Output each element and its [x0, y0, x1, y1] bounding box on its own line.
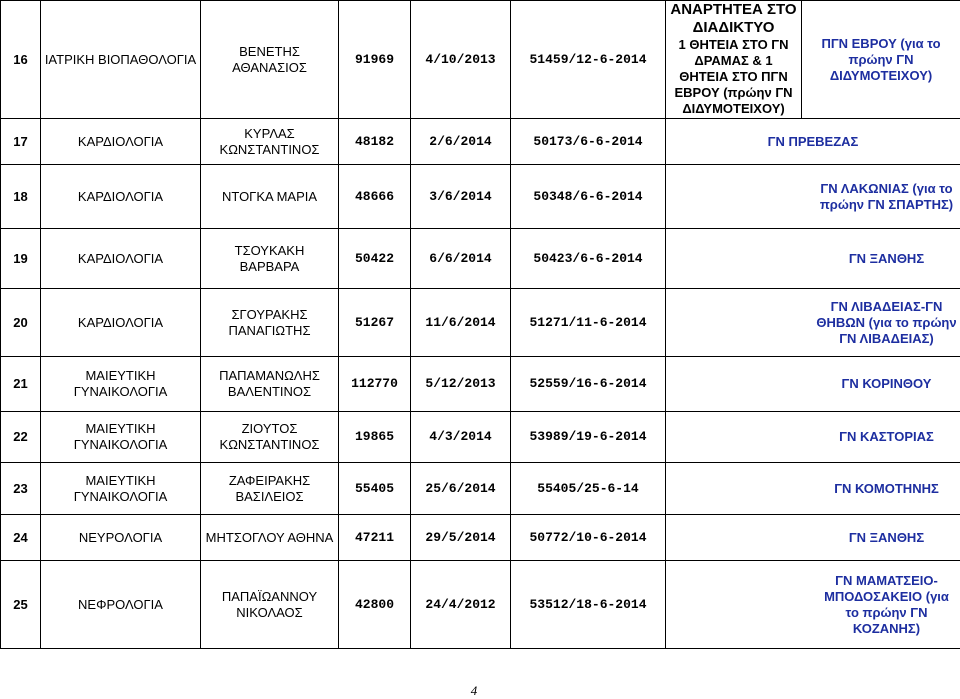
- hospital-cell: ΓΝ ΚΟΜΟΤΗΝΗΣ: [666, 463, 960, 515]
- decision-cell: 53989/19-6-2014: [511, 412, 666, 463]
- decision-cell: 50173/6-6-2014: [511, 119, 666, 165]
- doctor-name-cell: ΝΤΟΓΚΑ ΜΑΡΙΑ: [201, 165, 339, 229]
- protocol-cell: 55405: [339, 463, 411, 515]
- table-row: [1, 229, 960, 289]
- date-cell: 4/3/2014: [411, 412, 511, 463]
- table-row: [1, 515, 960, 561]
- specialty-cell: ΜΑΙΕΥΤΙΚΗ ΓΥΝΑΙΚΟΛΟΓΙΑ: [41, 463, 201, 515]
- table-row: [1, 165, 960, 229]
- date-cell: 11/6/2014: [411, 289, 511, 357]
- date-cell: 24/4/2012: [411, 561, 511, 649]
- doctor-name-cell: ΒΕΝΕΤΗΣ ΑΘΑΝΑΣΙΟΣ: [201, 1, 339, 119]
- hospital-cell: ΓΝ ΚΟΡΙΝΘΟΥ: [666, 357, 960, 412]
- row-number: 23: [1, 463, 41, 515]
- decision-cell: 50348/6-6-2014: [511, 165, 666, 229]
- table-row: [1, 357, 960, 412]
- specialty-cell: ΚΑΡΔΙΟΛΟΓΙΑ: [41, 119, 201, 165]
- protocol-cell: 47211: [339, 515, 411, 561]
- date-cell: 5/12/2013: [411, 357, 511, 412]
- specialty-cell: ΙΑΤΡΙΚΗ ΒΙΟΠΑΘΟΛΟΓΙΑ: [41, 1, 201, 119]
- row-number: 18: [1, 165, 41, 229]
- table-row: [1, 561, 960, 649]
- protocol-cell: 51267: [339, 289, 411, 357]
- table-row: [1, 412, 960, 463]
- protocol-cell: 42800: [339, 561, 411, 649]
- protocol-cell: 91969: [339, 1, 411, 119]
- specialty-cell: ΚΑΡΔΙΟΛΟΓΙΑ: [41, 289, 201, 357]
- doctor-name-cell: ΠΑΠΑΜΑΝΩΛΗΣ ΒΑΛΕΝΤΙΝΟΣ: [201, 357, 339, 412]
- decision-cell: 55405/25-6-14: [511, 463, 666, 515]
- specialty-cell: ΜΑΙΕΥΤΙΚΗ ΓΥΝΑΙΚΟΛΟΓΙΑ: [41, 357, 201, 412]
- hospital-cell: ΓΝ ΠΡΕΒΕΖΑΣ: [666, 119, 960, 165]
- hospital-cell: ΓΝ ΜΑΜΑΤΣΕΙΟ-ΜΠΟΔΟΣΑΚΕΙΟ (για το πρώην ΓΝ ΚΟΖΑΝΗΣ): [666, 561, 960, 649]
- posted-online-header: ΑΝΑΡΤΗΤΕΑ ΣΤΟ ΔΙΑΔΙΚΤΥΟ: [669, 1, 798, 37]
- protocol-cell: 50422: [339, 229, 411, 289]
- table-row: [1, 119, 960, 165]
- specialty-cell: ΝΕΥΡΟΛΟΓΙΑ: [41, 515, 201, 561]
- doctor-name-cell: ΤΣΟΥΚΑΚΗ ΒΑΡΒΑΡΑ: [201, 229, 339, 289]
- decision-cell: 52559/16-6-2014: [511, 357, 666, 412]
- protocol-cell: 112770: [339, 357, 411, 412]
- protocol-cell: 48182: [339, 119, 411, 165]
- date-cell: 25/6/2014: [411, 463, 511, 515]
- row-number: 16: [1, 1, 41, 119]
- decision-cell: 50423/6-6-2014: [511, 229, 666, 289]
- row-number: 19: [1, 229, 41, 289]
- origin-cell: [666, 1, 802, 119]
- hospital-cell: ΓΝ ΚΑΣΤΟΡΙΑΣ: [666, 412, 960, 463]
- table-row: [1, 289, 960, 357]
- row-number: 20: [1, 289, 41, 357]
- hospital-cell: ΓΝ ΛΑΚΩΝΙΑΣ (για το πρώην ΓΝ ΣΠΑΡΤΗΣ): [666, 165, 960, 229]
- page-number: 4: [0, 683, 948, 699]
- date-cell: 29/5/2014: [411, 515, 511, 561]
- specialty-cell: ΝΕΦΡΟΛΟΓΙΑ: [41, 561, 201, 649]
- protocol-cell: 19865: [339, 412, 411, 463]
- hospital-cell: ΓΝ ΛΙΒΑΔΕΙΑΣ-ΓΝ ΘΗΒΩΝ (για το πρώην ΓΝ ΛΙΒΑΔΕΙΑΣ): [666, 289, 960, 357]
- doctor-name-cell: ΚΥΡΛΑΣ ΚΩΝΣΤΑΝΤΙΝΟΣ: [201, 119, 339, 165]
- decision-cell: 51271/11-6-2014: [511, 289, 666, 357]
- table-row: [1, 1, 960, 119]
- decision-cell: 51459/12-6-2014: [511, 1, 666, 119]
- specialty-cell: ΚΑΡΔΙΟΛΟΓΙΑ: [41, 229, 201, 289]
- date-cell: 2/6/2014: [411, 119, 511, 165]
- specialty-cell: ΜΑΙΕΥΤΙΚΗ ΓΥΝΑΙΚΟΛΟΓΙΑ: [41, 412, 201, 463]
- doctor-name-cell: ΠΑΠΑΪΩΑΝΝΟΥ ΝΙΚΟΛΑΟΣ: [201, 561, 339, 649]
- protocol-cell: 48666: [339, 165, 411, 229]
- hospital-cell: ΓΝ ΞΑΝΘΗΣ: [666, 229, 960, 289]
- origin-text: 1 ΘΗΤΕΙΑ ΣΤΟ ΓΝ ΔΡΑΜΑΣ & 1 ΘΗΤΕΙΑ ΣΤΟ ΠΓΝ ΕΒΡΟΥ (πρώην ΓΝ ΔΙΔΥΜΟΤΕΙΧΟΥ): [674, 37, 792, 116]
- doctor-name-cell: ΜΗΤΣΟΓΛΟΥ ΑΘΗΝΑ: [201, 515, 339, 561]
- date-cell: 6/6/2014: [411, 229, 511, 289]
- date-cell: 3/6/2014: [411, 165, 511, 229]
- hospital-cell: ΓΝ ΞΑΝΘΗΣ: [666, 515, 960, 561]
- row-number: 17: [1, 119, 41, 165]
- decision-cell: 53512/18-6-2014: [511, 561, 666, 649]
- row-number: 21: [1, 357, 41, 412]
- doctor-name-cell: ΖΑΦΕΙΡΑΚΗΣ ΒΑΣΙΛΕΙΟΣ: [201, 463, 339, 515]
- date-cell: 4/10/2013: [411, 1, 511, 119]
- doctor-name-cell: ΣΓΟΥΡΑΚΗΣ ΠΑΝΑΓΙΩΤΗΣ: [201, 289, 339, 357]
- row-number: 24: [1, 515, 41, 561]
- hospital-cell: ΠΓΝ ΕΒΡΟΥ (για το πρώην ΓΝ ΔΙΔΥΜΟΤΕΙΧΟΥ): [802, 1, 960, 119]
- table-row: [1, 463, 960, 515]
- decision-cell: 50772/10-6-2014: [511, 515, 666, 561]
- doctor-name-cell: ΖΙΟΥΤΟΣ ΚΩΝΣΤΑΝΤΙΝΟΣ: [201, 412, 339, 463]
- row-number: 22: [1, 412, 41, 463]
- specialty-cell: ΚΑΡΔΙΟΛΟΓΙΑ: [41, 165, 201, 229]
- row-number: 25: [1, 561, 41, 649]
